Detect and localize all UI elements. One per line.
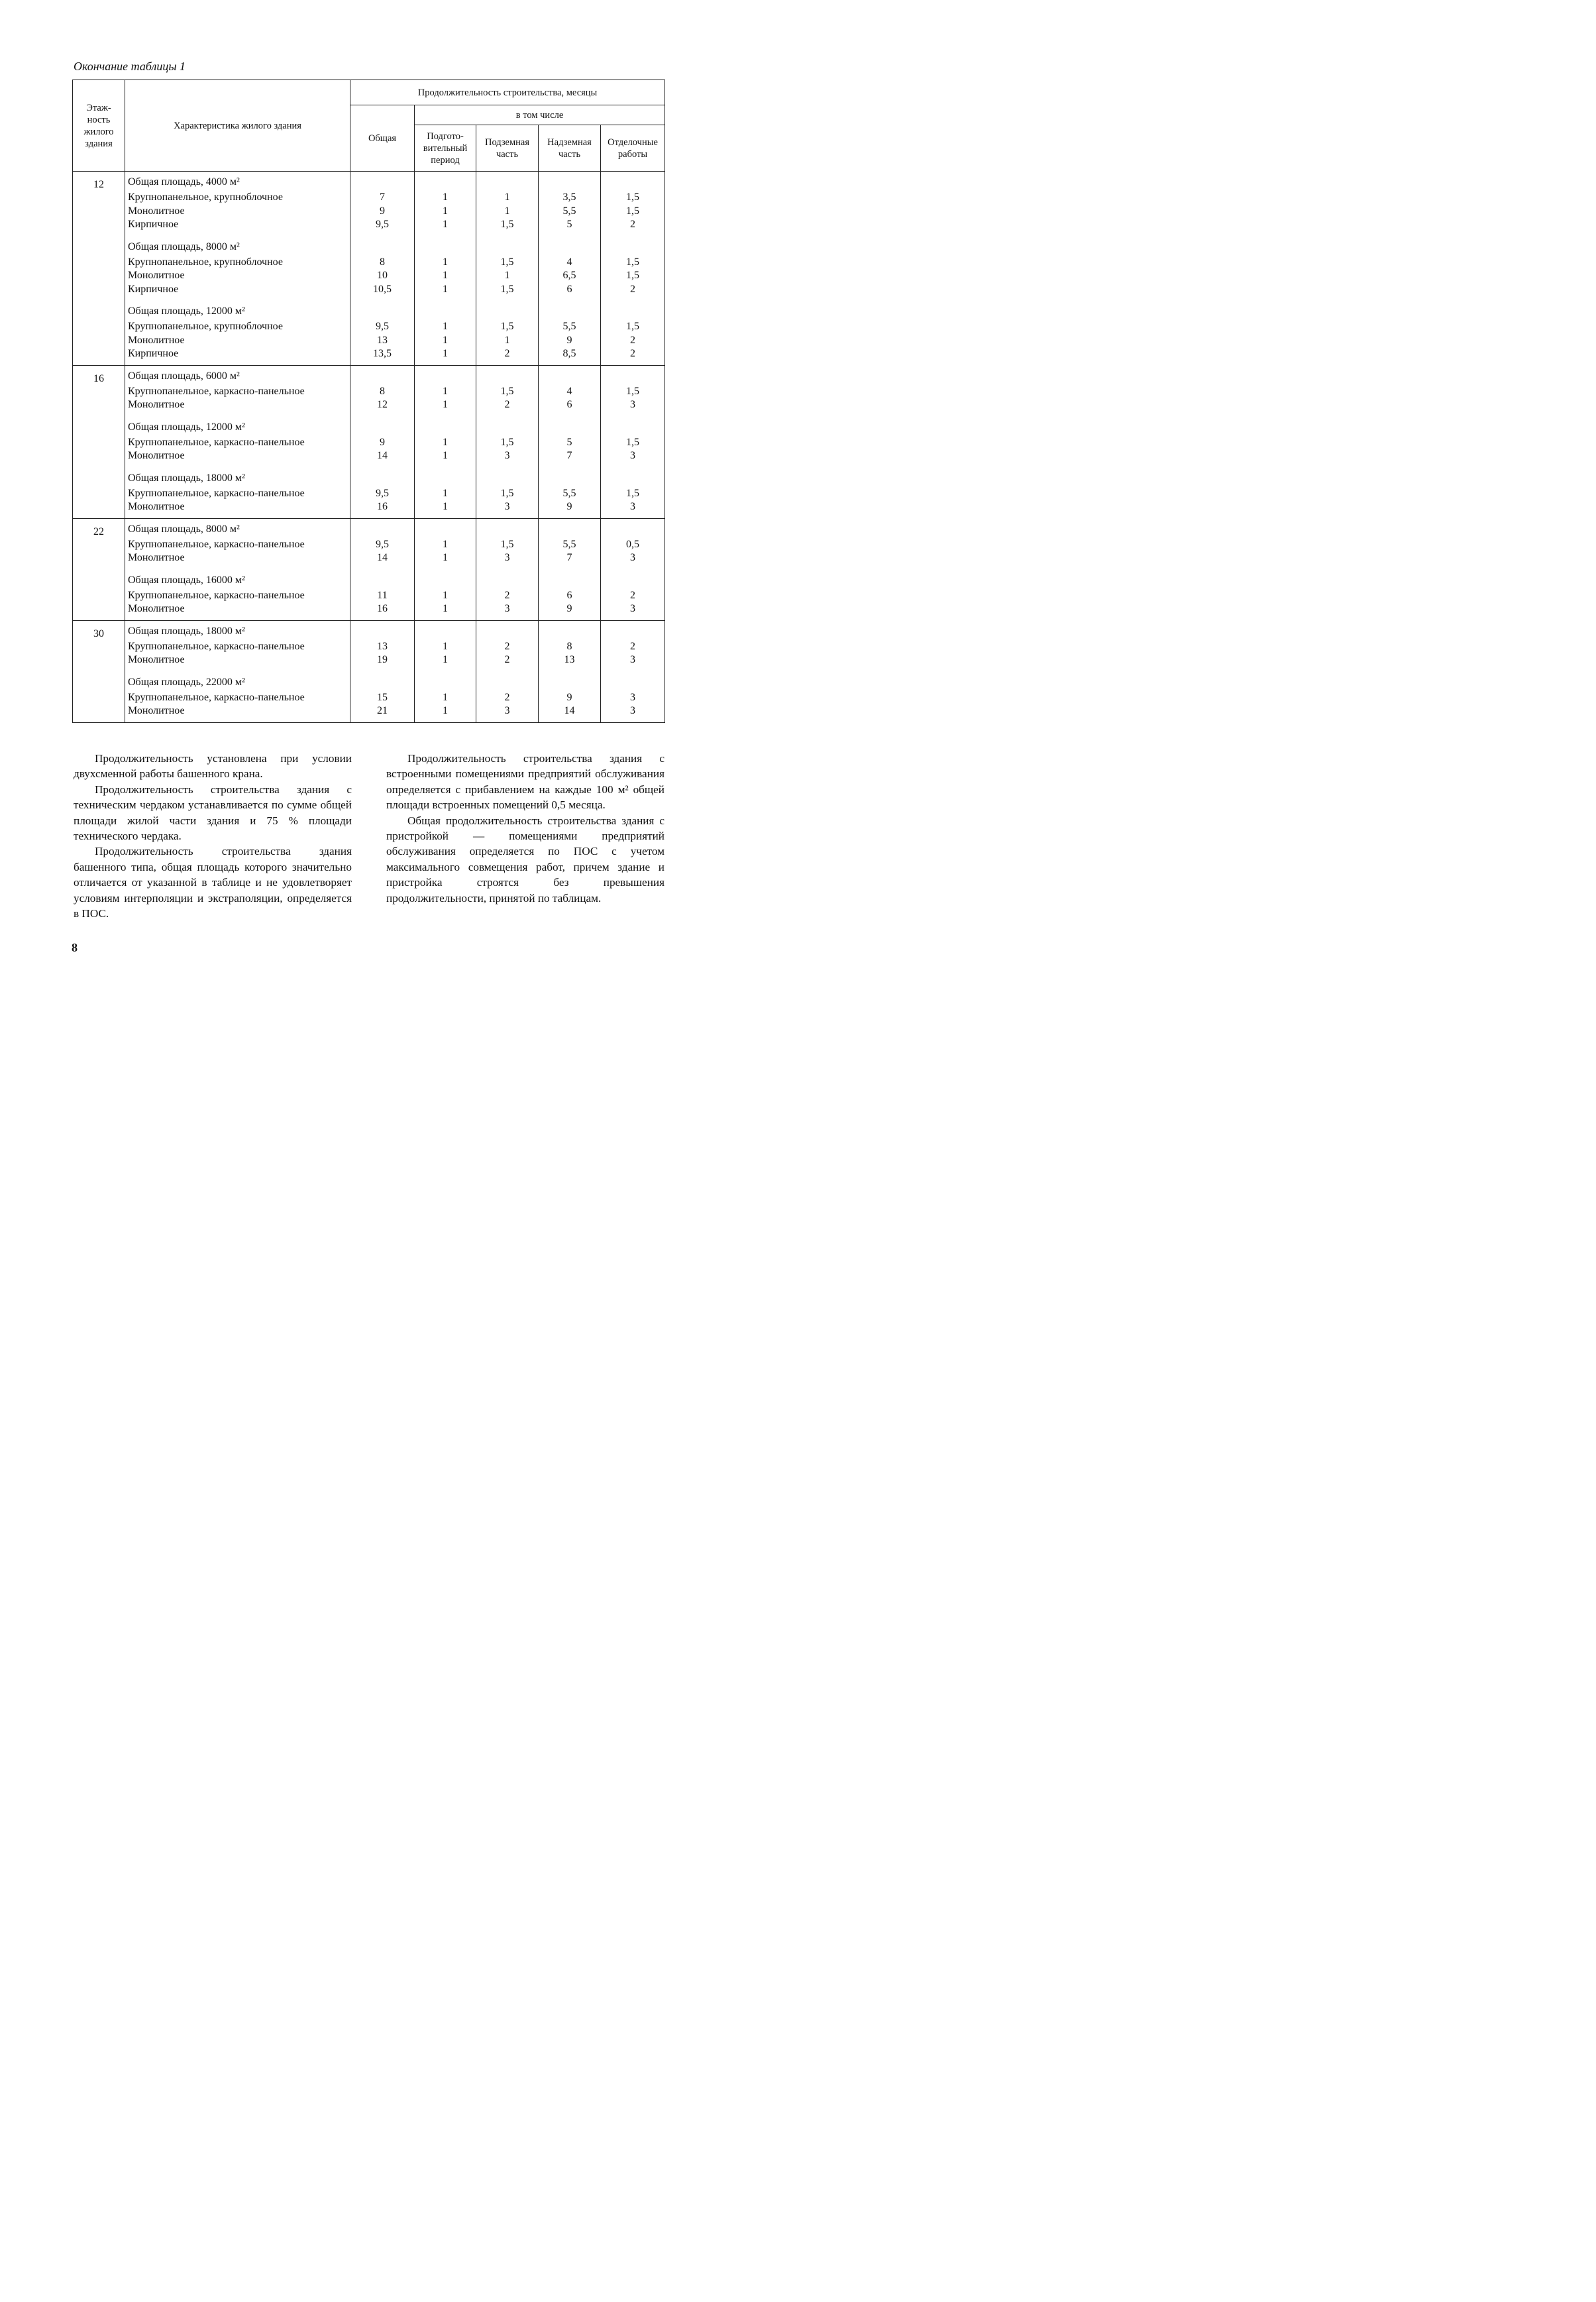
under-cell bbox=[476, 518, 539, 620]
prep-value: 1 bbox=[443, 283, 448, 295]
finish-value: 3 bbox=[630, 603, 636, 614]
note-paragraph: Продолжительность установлена при условии двухсменной работы башенного крана. bbox=[74, 752, 352, 781]
section-gap bbox=[479, 232, 535, 239]
above-value: 5,5 bbox=[562, 538, 576, 550]
area-label: Общая площадь, 22000 м² bbox=[128, 676, 245, 688]
total-value: 14 bbox=[377, 552, 388, 563]
prep-value: 1 bbox=[443, 501, 448, 512]
total-value: 9,5 bbox=[376, 487, 389, 499]
area-spacer bbox=[479, 303, 535, 320]
characteristic-cell bbox=[125, 518, 350, 620]
area-spacer bbox=[417, 419, 473, 436]
building-type: Крупнопанельное, каркасно-панельное bbox=[128, 487, 305, 499]
under-value: 3 bbox=[504, 705, 510, 716]
above-cell bbox=[539, 518, 601, 620]
area-spacer bbox=[479, 521, 535, 538]
under-value: 2 bbox=[504, 589, 510, 601]
finish-value: 2 bbox=[630, 589, 636, 601]
above-cell bbox=[539, 620, 601, 722]
finish-value: 2 bbox=[630, 219, 636, 230]
under-value: 1,5 bbox=[500, 385, 514, 397]
area-spacer bbox=[604, 419, 662, 436]
area-spacer bbox=[417, 239, 473, 256]
area-spacer bbox=[417, 368, 473, 385]
total-value: 13 bbox=[377, 640, 388, 652]
under-value: 2 bbox=[504, 348, 510, 359]
prep-value: 1 bbox=[443, 385, 448, 397]
building-type: Кирпичное bbox=[128, 348, 179, 359]
header-underground: Подземная часть bbox=[476, 125, 539, 172]
prep-value: 1 bbox=[443, 436, 448, 448]
section-gap bbox=[417, 232, 473, 239]
table-row bbox=[73, 620, 665, 722]
above-value: 8 bbox=[566, 640, 572, 652]
area-label: Общая площадь, 6000 м² bbox=[128, 370, 240, 382]
building-type: Монолитное bbox=[128, 603, 185, 614]
prep-cell bbox=[415, 620, 476, 722]
under-cell bbox=[476, 620, 539, 722]
area-spacer bbox=[353, 521, 411, 538]
area-label: Общая площадь, 8000 м² bbox=[128, 241, 240, 252]
section-gap bbox=[479, 463, 535, 470]
prep-cell bbox=[415, 518, 476, 620]
building-type: Кирпичное bbox=[128, 283, 179, 295]
building-type: Крупнопанельное, каркасно-панельное bbox=[128, 589, 305, 601]
section-gap bbox=[353, 232, 411, 239]
area-label: Общая площадь, 12000 м² bbox=[128, 305, 245, 317]
note-paragraph: Продолжительность строительства здания с встроенными помещениями предприятий обслуживания определяется с прибавлением на каждые 100 м² общей площади встроенных помещений 0,5 месяца. bbox=[386, 752, 665, 812]
under-value: 1,5 bbox=[500, 321, 514, 332]
section-gap bbox=[128, 667, 347, 674]
page-number: 8 bbox=[72, 941, 78, 954]
section-gap bbox=[128, 412, 347, 419]
above-value: 14 bbox=[564, 705, 575, 716]
area-spacer bbox=[417, 521, 473, 538]
section-gap bbox=[479, 565, 535, 572]
building-type: Крупнопанельное, крупноблочное bbox=[128, 192, 283, 203]
finish-value: 1,5 bbox=[626, 436, 640, 448]
section-gap bbox=[128, 565, 347, 572]
total-cell bbox=[350, 620, 415, 722]
area-spacer bbox=[479, 572, 535, 589]
section-gap bbox=[417, 565, 473, 572]
prep-value: 1 bbox=[443, 205, 448, 217]
above-cell bbox=[539, 172, 601, 366]
finish-cell bbox=[601, 620, 665, 722]
finish-cell bbox=[601, 518, 665, 620]
above-value: 8,5 bbox=[562, 348, 576, 359]
header-including: в том числе bbox=[415, 105, 665, 125]
area-label: Общая площадь, 12000 м² bbox=[128, 421, 245, 433]
area-spacer bbox=[541, 623, 598, 640]
area-label: Общая площадь, 8000 м² bbox=[128, 523, 240, 535]
above-value: 5 bbox=[566, 436, 572, 448]
area-spacer bbox=[604, 239, 662, 256]
under-value: 2 bbox=[504, 654, 510, 665]
area-spacer bbox=[353, 470, 411, 487]
above-value: 13 bbox=[564, 654, 575, 665]
under-value: 1 bbox=[504, 192, 510, 203]
area-spacer bbox=[541, 674, 598, 691]
total-cell bbox=[350, 518, 415, 620]
under-value: 1,5 bbox=[500, 256, 514, 268]
prep-value: 1 bbox=[443, 348, 448, 359]
section-gap bbox=[353, 296, 411, 303]
finish-value: 1,5 bbox=[626, 256, 640, 268]
section-gap bbox=[479, 667, 535, 674]
building-type: Крупнопанельное, каркасно-панельное bbox=[128, 691, 305, 703]
note-paragraph: Продолжительность строительства здания башенного типа, общая площадь которого значительно отличается от указанной в таблице и не удовлетворяет условиям интерполяции и экстраполяции, определяется в ПОС. bbox=[74, 845, 352, 920]
finish-value: 2 bbox=[630, 334, 636, 346]
above-value: 5 bbox=[566, 219, 572, 230]
floor-cell: 12 bbox=[73, 172, 125, 366]
total-value: 8 bbox=[380, 256, 385, 268]
under-value: 1,5 bbox=[500, 219, 514, 230]
under-value: 3 bbox=[504, 450, 510, 461]
section-gap bbox=[128, 463, 347, 470]
section-gap bbox=[128, 296, 347, 303]
total-value: 10 bbox=[377, 270, 388, 281]
prep-value: 1 bbox=[443, 334, 448, 346]
above-value: 9 bbox=[566, 501, 572, 512]
building-type: Крупнопанельное, крупноблочное bbox=[128, 256, 283, 268]
building-type: Монолитное bbox=[128, 654, 185, 665]
finish-value: 3 bbox=[630, 552, 636, 563]
area-spacer bbox=[417, 470, 473, 487]
total-value: 15 bbox=[377, 691, 388, 703]
prep-value: 1 bbox=[443, 538, 448, 550]
notes-left-column bbox=[74, 751, 352, 921]
prep-cell bbox=[415, 172, 476, 366]
total-value: 9 bbox=[380, 205, 385, 217]
header-floors: Этаж- ность жилого здания bbox=[73, 80, 125, 172]
area-spacer bbox=[541, 521, 598, 538]
total-value: 16 bbox=[377, 501, 388, 512]
area-label: Общая площадь, 18000 м² bbox=[128, 625, 245, 637]
section-gap bbox=[541, 463, 598, 470]
prep-value: 1 bbox=[443, 603, 448, 614]
total-value: 8 bbox=[380, 385, 385, 397]
above-value: 6 bbox=[566, 399, 572, 410]
under-value: 3 bbox=[504, 501, 510, 512]
section-gap bbox=[604, 667, 662, 674]
under-value: 3 bbox=[504, 552, 510, 563]
total-value: 10,5 bbox=[373, 283, 392, 295]
building-type: Крупнопанельное, каркасно-панельное bbox=[128, 385, 305, 397]
section-gap bbox=[541, 412, 598, 419]
area-spacer bbox=[353, 419, 411, 436]
section-gap bbox=[417, 296, 473, 303]
area-spacer bbox=[541, 174, 598, 191]
area-spacer bbox=[353, 239, 411, 256]
area-spacer bbox=[541, 303, 598, 320]
finish-value: 0,5 bbox=[626, 538, 640, 550]
area-spacer bbox=[417, 174, 473, 191]
area-spacer bbox=[417, 623, 473, 640]
under-cell bbox=[476, 365, 539, 518]
total-value: 9,5 bbox=[376, 219, 389, 230]
building-type: Монолитное bbox=[128, 205, 185, 217]
total-value: 12 bbox=[377, 399, 388, 410]
prep-value: 1 bbox=[443, 219, 448, 230]
building-type: Монолитное bbox=[128, 334, 185, 346]
area-spacer bbox=[541, 239, 598, 256]
section-gap bbox=[604, 412, 662, 419]
area-spacer bbox=[417, 572, 473, 589]
above-value: 9 bbox=[566, 691, 572, 703]
under-value: 1,5 bbox=[500, 283, 514, 295]
table-body bbox=[73, 172, 665, 723]
prep-value: 1 bbox=[443, 450, 448, 461]
table-row bbox=[73, 172, 665, 366]
note-paragraph: Общая продолжительность строительства здания с пристройкой — помещениями предприятий обслуживания определяется по ПОС с учетом максимального совмещения работ, причем здание и пристройка строятся без превышения продолжительности, принятой по таблицам. bbox=[386, 814, 665, 904]
above-value: 6 bbox=[566, 283, 572, 295]
section-gap bbox=[604, 232, 662, 239]
finish-cell bbox=[601, 365, 665, 518]
above-value: 9 bbox=[566, 603, 572, 614]
total-value: 13,5 bbox=[373, 348, 392, 359]
area-spacer bbox=[604, 174, 662, 191]
building-type: Монолитное bbox=[128, 450, 185, 461]
area-spacer bbox=[479, 623, 535, 640]
area-spacer bbox=[541, 470, 598, 487]
header-finishing: Отделочные работы bbox=[601, 125, 665, 172]
total-value: 9,5 bbox=[376, 321, 389, 332]
under-value: 2 bbox=[504, 640, 510, 652]
finish-value: 1,5 bbox=[626, 270, 640, 281]
table-header bbox=[73, 80, 665, 172]
area-spacer bbox=[541, 572, 598, 589]
duration-table-wrapper bbox=[72, 80, 665, 723]
prep-value: 1 bbox=[443, 192, 448, 203]
building-type: Кирпичное bbox=[128, 219, 179, 230]
table-caption: Окончание таблицы 1 bbox=[74, 60, 186, 73]
total-value: 11 bbox=[377, 589, 388, 601]
area-spacer bbox=[353, 572, 411, 589]
header-characteristic: Характеристика жилого здания bbox=[125, 80, 350, 172]
area-spacer bbox=[604, 572, 662, 589]
area-spacer bbox=[479, 239, 535, 256]
total-value: 7 bbox=[380, 192, 385, 203]
section-gap bbox=[604, 463, 662, 470]
above-value: 4 bbox=[566, 385, 572, 397]
finish-value: 1,5 bbox=[626, 385, 640, 397]
prep-value: 1 bbox=[443, 691, 448, 703]
total-value: 16 bbox=[377, 603, 388, 614]
above-value: 3,5 bbox=[562, 192, 576, 203]
finish-value: 1,5 bbox=[626, 321, 640, 332]
area-label: Общая площадь, 16000 м² bbox=[128, 574, 245, 586]
area-spacer bbox=[604, 521, 662, 538]
header-duration: Продолжительность строительства, месяцы bbox=[350, 80, 665, 105]
finish-value: 1,5 bbox=[626, 192, 640, 203]
floor-cell: 30 bbox=[73, 620, 125, 722]
finish-value: 2 bbox=[630, 348, 636, 359]
building-type: Крупнопанельное, каркасно-панельное bbox=[128, 436, 305, 448]
area-spacer bbox=[417, 303, 473, 320]
total-value: 19 bbox=[377, 654, 388, 665]
area-spacer bbox=[604, 470, 662, 487]
area-spacer bbox=[353, 674, 411, 691]
above-value: 4 bbox=[566, 256, 572, 268]
area-spacer bbox=[541, 368, 598, 385]
header-aboveground: Надземная часть bbox=[539, 125, 601, 172]
area-spacer bbox=[417, 674, 473, 691]
under-value: 1 bbox=[504, 334, 510, 346]
above-cell bbox=[539, 365, 601, 518]
table-row bbox=[73, 365, 665, 518]
section-gap bbox=[417, 667, 473, 674]
total-cell bbox=[350, 172, 415, 366]
section-gap bbox=[417, 412, 473, 419]
characteristic-cell bbox=[125, 620, 350, 722]
total-value: 21 bbox=[377, 705, 388, 716]
finish-value: 3 bbox=[630, 705, 636, 716]
area-spacer bbox=[604, 674, 662, 691]
note-paragraph: Продолжительность строительства здания с техническим чердаком устанавливается по сумме общей площади жилой части здания и 75 % площади технического чердака. bbox=[74, 783, 352, 843]
area-spacer bbox=[604, 303, 662, 320]
finish-value: 2 bbox=[630, 283, 636, 295]
area-label: Общая площадь, 4000 м² bbox=[128, 176, 240, 188]
finish-value: 3 bbox=[630, 450, 636, 461]
above-value: 7 bbox=[566, 450, 572, 461]
area-spacer bbox=[479, 174, 535, 191]
section-gap bbox=[541, 565, 598, 572]
section-gap bbox=[604, 565, 662, 572]
finish-value: 3 bbox=[630, 654, 636, 665]
building-type: Монолитное bbox=[128, 705, 185, 716]
above-value: 7 bbox=[566, 552, 572, 563]
floor-cell: 22 bbox=[73, 518, 125, 620]
finish-value: 3 bbox=[630, 501, 636, 512]
section-gap bbox=[479, 412, 535, 419]
area-spacer bbox=[604, 368, 662, 385]
finish-value: 3 bbox=[630, 399, 636, 410]
finish-value: 1,5 bbox=[626, 205, 640, 217]
finish-value: 2 bbox=[630, 640, 636, 652]
prep-value: 1 bbox=[443, 654, 448, 665]
under-value: 2 bbox=[504, 691, 510, 703]
building-type: Крупнопанельное, каркасно-панельное bbox=[128, 538, 305, 550]
prep-value: 1 bbox=[443, 640, 448, 652]
building-type: Монолитное bbox=[128, 501, 185, 512]
building-type: Монолитное bbox=[128, 399, 185, 410]
under-value: 1 bbox=[504, 270, 510, 281]
total-value: 14 bbox=[377, 450, 388, 461]
section-gap bbox=[541, 232, 598, 239]
finish-value: 1,5 bbox=[626, 487, 640, 499]
total-value: 13 bbox=[377, 334, 388, 346]
area-spacer bbox=[479, 419, 535, 436]
above-value: 6,5 bbox=[562, 270, 576, 281]
section-gap bbox=[353, 667, 411, 674]
header-total: Общая bbox=[350, 105, 415, 172]
section-gap bbox=[353, 463, 411, 470]
above-value: 5,5 bbox=[562, 205, 576, 217]
above-value: 5,5 bbox=[562, 487, 576, 499]
prep-value: 1 bbox=[443, 705, 448, 716]
prep-value: 1 bbox=[443, 256, 448, 268]
section-gap bbox=[353, 412, 411, 419]
under-value: 3 bbox=[504, 603, 510, 614]
prep-value: 1 bbox=[443, 552, 448, 563]
section-gap bbox=[604, 296, 662, 303]
floor-cell: 16 bbox=[73, 365, 125, 518]
section-gap bbox=[417, 463, 473, 470]
section-gap bbox=[541, 296, 598, 303]
total-cell bbox=[350, 365, 415, 518]
table-row bbox=[73, 518, 665, 620]
area-spacer bbox=[353, 174, 411, 191]
prep-value: 1 bbox=[443, 321, 448, 332]
above-value: 5,5 bbox=[562, 321, 576, 332]
area-spacer bbox=[541, 419, 598, 436]
total-value: 9 bbox=[380, 436, 385, 448]
under-cell bbox=[476, 172, 539, 366]
duration-table bbox=[72, 80, 665, 723]
area-spacer bbox=[353, 303, 411, 320]
notes-right-column bbox=[386, 751, 665, 906]
building-type: Монолитное bbox=[128, 270, 185, 281]
above-value: 6 bbox=[566, 589, 572, 601]
section-gap bbox=[128, 232, 347, 239]
prep-value: 1 bbox=[443, 270, 448, 281]
prep-value: 1 bbox=[443, 487, 448, 499]
area-spacer bbox=[479, 674, 535, 691]
section-gap bbox=[479, 296, 535, 303]
under-value: 1,5 bbox=[500, 487, 514, 499]
above-value: 9 bbox=[566, 334, 572, 346]
building-type: Монолитное bbox=[128, 552, 185, 563]
prep-value: 1 bbox=[443, 589, 448, 601]
building-type: Крупнопанельное, каркасно-панельное bbox=[128, 640, 305, 652]
section-gap bbox=[541, 667, 598, 674]
header-prep: Подгото- вительный период bbox=[415, 125, 476, 172]
prep-cell bbox=[415, 365, 476, 518]
characteristic-cell bbox=[125, 365, 350, 518]
area-spacer bbox=[353, 623, 411, 640]
prep-value: 1 bbox=[443, 399, 448, 410]
area-spacer bbox=[353, 368, 411, 385]
total-value: 9,5 bbox=[376, 538, 389, 550]
area-spacer bbox=[479, 470, 535, 487]
under-value: 1,5 bbox=[500, 538, 514, 550]
area-spacer bbox=[479, 368, 535, 385]
characteristic-cell bbox=[125, 172, 350, 366]
under-value: 1 bbox=[504, 205, 510, 217]
section-gap bbox=[353, 565, 411, 572]
finish-value: 3 bbox=[630, 691, 636, 703]
under-value: 2 bbox=[504, 399, 510, 410]
area-label: Общая площадь, 18000 м² bbox=[128, 472, 245, 484]
under-value: 1,5 bbox=[500, 436, 514, 448]
area-spacer bbox=[604, 623, 662, 640]
building-type: Крупнопанельное, крупноблочное bbox=[128, 321, 283, 332]
finish-cell bbox=[601, 172, 665, 366]
